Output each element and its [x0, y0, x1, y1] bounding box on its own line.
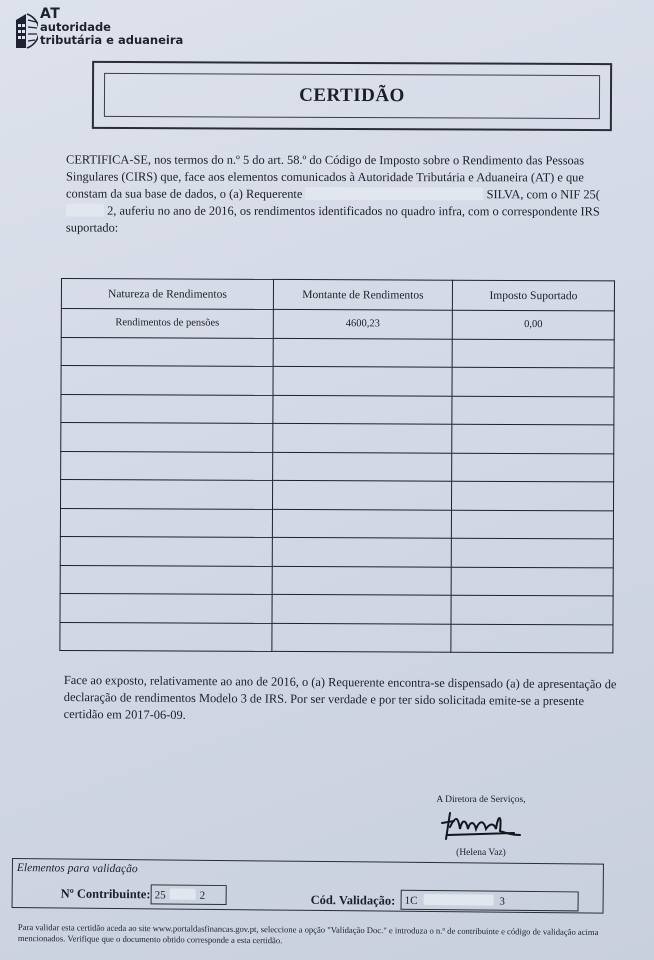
signature-block — [426, 795, 536, 858]
codigo-value-end: 3 — [499, 895, 506, 908]
table-row-empty — [60, 593, 613, 624]
empty-cell — [452, 367, 614, 396]
empty-cell — [451, 567, 613, 596]
income-table — [59, 278, 615, 653]
table-row-empty — [60, 622, 613, 653]
title-frame — [92, 61, 612, 131]
signatory-role: A Diretora de Serviços, — [436, 795, 526, 805]
column-header-imposto: Imposto Suportado — [452, 280, 614, 311]
validation-title: Elementos para validação — [16, 862, 138, 876]
empty-cell — [272, 566, 451, 595]
redacted-contribuinte — [170, 889, 196, 900]
logo-line-tributaria: tributária e aduaneira — [40, 33, 184, 47]
table-row-empty — [60, 508, 613, 539]
codigo-validacao-field — [401, 890, 579, 912]
table-row-empty — [61, 451, 614, 482]
closing-paragraph: Face ao exposto, relativamente ao ano de 2016, o (a) Requerente encontra-se dispensado (a) de apresentação de declaração de rendimentos Modelo 3 de IRS. Por ser verdade e por ter sido solicitada emite-se a presente certidão em 2017-06-09. — [63, 672, 617, 722]
document-title: CERTIDÃO — [299, 84, 405, 107]
intro-surname-nif: SILVA, com o NIF 25( — [486, 187, 600, 202]
table-row-empty — [60, 565, 613, 596]
contribuinte-value-end: 2 — [199, 889, 206, 902]
empty-cell — [60, 593, 272, 622]
at-logo — [14, 8, 183, 50]
redacted-nif — [66, 204, 104, 217]
table-row-empty — [61, 366, 614, 397]
logo-abbrev: AT — [40, 6, 61, 22]
validation-box — [12, 858, 604, 914]
empty-cell — [451, 510, 613, 539]
empty-cell — [273, 366, 452, 395]
intro-text-end: 2, auferiu no ano de 2016, os rendimentos identificados no quadro infra, com o correspondente IRS suportado: — [65, 203, 600, 235]
empty-cell — [452, 424, 614, 453]
table-row — [61, 309, 614, 340]
empty-cell — [451, 624, 613, 653]
empty-cell — [272, 594, 451, 623]
empty-cell — [272, 537, 451, 566]
empty-cell — [61, 366, 273, 395]
cell-natureza: Rendimentos de pensões — [61, 309, 273, 338]
contribuinte-field — [151, 884, 227, 905]
empty-cell — [451, 595, 613, 624]
empty-cell — [60, 622, 272, 651]
validation-instructions: Para validar esta certidão aceda ao site www.portaldasfinancas.gov.pt, seleccione a opção "Validação Doc." e introduza o n.º de contribuinte e código de validação acima mencionados. Verifique que o documento obtido corresponde a esta certidão. — [17, 922, 599, 946]
codigo-value-start: 1C — [404, 894, 418, 907]
empty-cell — [273, 338, 452, 367]
empty-cell — [60, 480, 272, 509]
title-inner-frame — [104, 73, 600, 119]
empty-cell — [61, 337, 273, 366]
table-row-empty — [61, 337, 614, 368]
empty-cell — [452, 396, 614, 425]
at-emblem-icon — [14, 10, 38, 50]
empty-cell — [452, 453, 614, 482]
table-row-empty — [61, 394, 614, 425]
cell-montante: 4600,23 — [273, 309, 452, 338]
signatory-name: (Helena Vaz) — [456, 848, 506, 858]
empty-cell — [273, 395, 452, 424]
handwritten-signature-icon — [436, 809, 526, 841]
table-row-empty — [61, 423, 614, 454]
empty-cell — [61, 451, 273, 480]
table-header-row — [61, 279, 614, 311]
redacted-codigo — [423, 894, 493, 906]
contribuinte-label: Nº Contribuinte: — [60, 886, 151, 902]
empty-cell — [61, 394, 273, 423]
logo-line-autoridade: autoridade — [40, 20, 111, 34]
codigo-label: Cód. Validação: — [310, 892, 396, 908]
column-header-natureza: Natureza de Rendimentos — [61, 279, 273, 310]
empty-cell — [273, 452, 452, 481]
empty-cell — [451, 538, 613, 567]
column-header-montante: Montante de Rendimentos — [273, 279, 452, 310]
empty-cell — [273, 423, 452, 452]
empty-cell — [452, 339, 614, 368]
empty-cell — [60, 508, 272, 537]
empty-cell — [60, 536, 272, 565]
certification-paragraph — [66, 152, 618, 238]
empty-cell — [272, 480, 451, 509]
empty-cell — [451, 481, 613, 510]
table-row-empty — [60, 536, 613, 567]
empty-cell — [272, 623, 451, 652]
cell-imposto: 0,00 — [452, 310, 614, 339]
table-row-empty — [60, 480, 613, 511]
contribuinte-value-start: 25 — [154, 889, 166, 902]
empty-cell — [60, 565, 272, 594]
redacted-name — [305, 187, 483, 200]
intro-text: CERTIFICA-SE, nos termos do n.º 5 do art. 58.º do Código de Imposto sobre o Rendimento das Pessoas Singulares (CIRS) que, face aos elementos comunicados à Autoridade Tributária e Aduaneira (AT) e que constam da sua base de dados, o (a) Requerente — [65, 152, 585, 201]
empty-cell — [61, 423, 273, 452]
empty-cell — [272, 509, 451, 538]
